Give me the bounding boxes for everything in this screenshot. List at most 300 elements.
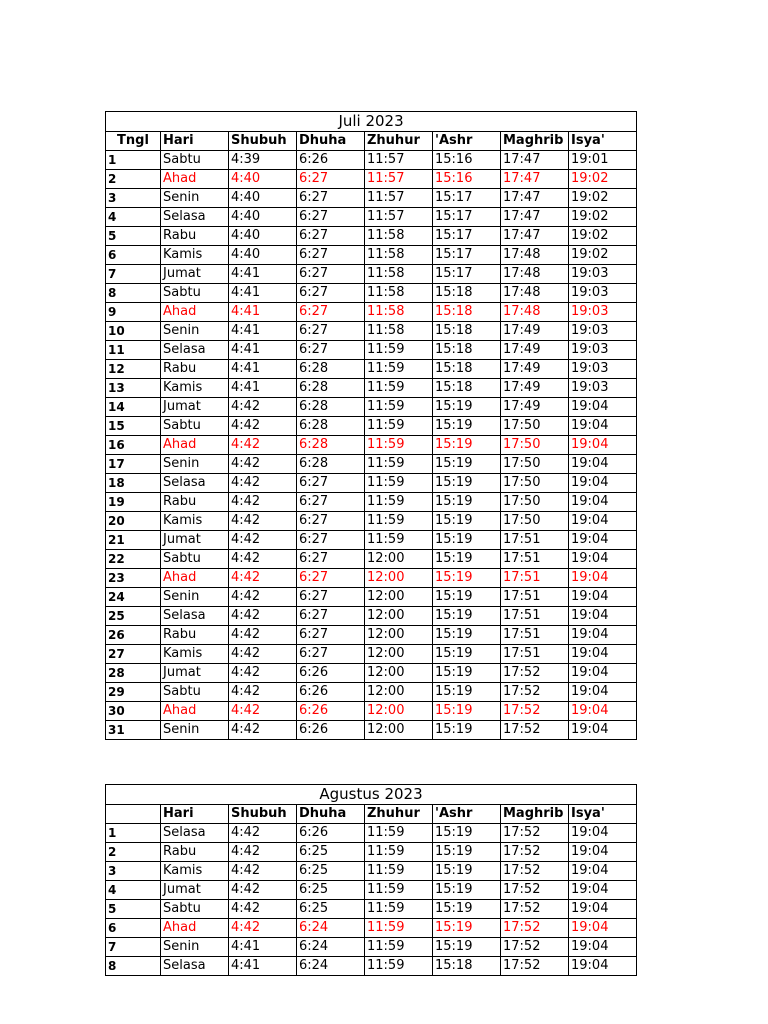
- cell-isya: 19:04: [569, 900, 637, 919]
- table-row: [106, 303, 637, 322]
- cell-shubuh: 4:42: [229, 436, 297, 455]
- cell-dhuha: 6:27: [297, 189, 365, 208]
- table-row: [106, 170, 637, 189]
- cell-tanggal: 27: [106, 645, 161, 664]
- table-row: [106, 664, 637, 683]
- cell-hari: Rabu: [161, 626, 229, 645]
- cell-zhuhur: 11:59: [365, 957, 433, 976]
- cell-ashr: 15:19: [433, 436, 501, 455]
- table-row: [106, 919, 637, 938]
- cell-maghrib: 17:52: [501, 683, 569, 702]
- table-row: [106, 881, 637, 900]
- cell-dhuha: 6:27: [297, 265, 365, 284]
- cell-maghrib: 17:51: [501, 626, 569, 645]
- cell-maghrib: 17:50: [501, 474, 569, 493]
- cell-maghrib: 17:49: [501, 379, 569, 398]
- cell-zhuhur: 11:59: [365, 881, 433, 900]
- cell-isya: 19:04: [569, 843, 637, 862]
- cell-hari: Kamis: [161, 512, 229, 531]
- cell-tanggal: 22: [106, 550, 161, 569]
- cell-shubuh: 4:42: [229, 398, 297, 417]
- header-row: [106, 132, 637, 151]
- cell-hari: Rabu: [161, 360, 229, 379]
- cell-maghrib: 17:49: [501, 360, 569, 379]
- cell-tanggal: 25: [106, 607, 161, 626]
- header-isya: Isya': [569, 805, 637, 824]
- cell-isya: 19:04: [569, 417, 637, 436]
- table-row: [106, 824, 637, 843]
- header-dhuha: Dhuha: [297, 132, 365, 151]
- cell-isya: 19:04: [569, 493, 637, 512]
- cell-shubuh: 4:42: [229, 702, 297, 721]
- cell-shubuh: 4:41: [229, 322, 297, 341]
- cell-isya: 19:04: [569, 957, 637, 976]
- cell-zhuhur: 11:58: [365, 246, 433, 265]
- table-row: [106, 417, 637, 436]
- cell-tanggal: 14: [106, 398, 161, 417]
- cell-shubuh: 4:40: [229, 189, 297, 208]
- table-row: [106, 588, 637, 607]
- month-title: Juli 2023: [106, 112, 637, 132]
- cell-tanggal: 6: [106, 246, 161, 265]
- cell-ashr: 15:19: [433, 938, 501, 957]
- cell-zhuhur: 11:59: [365, 360, 433, 379]
- table-row: [106, 493, 637, 512]
- cell-shubuh: 4:41: [229, 303, 297, 322]
- cell-ashr: 15:19: [433, 702, 501, 721]
- cell-zhuhur: 11:58: [365, 227, 433, 246]
- cell-shubuh: 4:39: [229, 151, 297, 170]
- header-zhuhur: Zhuhur: [365, 132, 433, 151]
- cell-maghrib: 17:52: [501, 900, 569, 919]
- cell-dhuha: 6:26: [297, 721, 365, 740]
- cell-shubuh: 4:42: [229, 493, 297, 512]
- cell-maghrib: 17:52: [501, 938, 569, 957]
- cell-shubuh: 4:42: [229, 626, 297, 645]
- cell-isya: 19:04: [569, 531, 637, 550]
- cell-maghrib: 17:50: [501, 417, 569, 436]
- cell-zhuhur: 11:59: [365, 417, 433, 436]
- cell-isya: 19:02: [569, 189, 637, 208]
- cell-isya: 19:01: [569, 151, 637, 170]
- cell-shubuh: 4:42: [229, 843, 297, 862]
- cell-ashr: 15:18: [433, 322, 501, 341]
- cell-hari: Ahad: [161, 919, 229, 938]
- cell-hari: Sabtu: [161, 151, 229, 170]
- cell-ashr: 15:19: [433, 881, 501, 900]
- cell-zhuhur: 11:59: [365, 341, 433, 360]
- cell-dhuha: 6:28: [297, 417, 365, 436]
- cell-dhuha: 6:27: [297, 284, 365, 303]
- cell-zhuhur: 11:58: [365, 284, 433, 303]
- cell-tanggal: 12: [106, 360, 161, 379]
- cell-shubuh: 4:40: [229, 246, 297, 265]
- cell-zhuhur: 11:59: [365, 919, 433, 938]
- table-row: [106, 246, 637, 265]
- cell-dhuha: 6:25: [297, 900, 365, 919]
- cell-zhuhur: 12:00: [365, 550, 433, 569]
- cell-ashr: 15:18: [433, 341, 501, 360]
- cell-isya: 19:04: [569, 683, 637, 702]
- cell-tanggal: 16: [106, 436, 161, 455]
- cell-isya: 19:04: [569, 474, 637, 493]
- cell-zhuhur: 11:58: [365, 322, 433, 341]
- cell-hari: Selasa: [161, 824, 229, 843]
- cell-dhuha: 6:24: [297, 957, 365, 976]
- cell-dhuha: 6:25: [297, 843, 365, 862]
- cell-zhuhur: 12:00: [365, 607, 433, 626]
- table-row: [106, 227, 637, 246]
- cell-isya: 19:03: [569, 360, 637, 379]
- cell-tanggal: 17: [106, 455, 161, 474]
- cell-zhuhur: 11:59: [365, 379, 433, 398]
- cell-tanggal: 28: [106, 664, 161, 683]
- cell-zhuhur: 12:00: [365, 569, 433, 588]
- cell-maghrib: 17:52: [501, 664, 569, 683]
- table-row: [106, 721, 637, 740]
- header-shubuh: Shubuh: [229, 805, 297, 824]
- cell-tanggal: 18: [106, 474, 161, 493]
- cell-dhuha: 6:27: [297, 322, 365, 341]
- cell-hari: Ahad: [161, 436, 229, 455]
- cell-hari: Jumat: [161, 881, 229, 900]
- cell-shubuh: 4:42: [229, 645, 297, 664]
- cell-isya: 19:04: [569, 588, 637, 607]
- cell-dhuha: 6:27: [297, 493, 365, 512]
- cell-shubuh: 4:42: [229, 455, 297, 474]
- header-maghrib: Maghrib: [501, 805, 569, 824]
- cell-ashr: 15:19: [433, 824, 501, 843]
- cell-ashr: 15:18: [433, 360, 501, 379]
- cell-shubuh: 4:42: [229, 824, 297, 843]
- cell-dhuha: 6:25: [297, 881, 365, 900]
- cell-isya: 19:04: [569, 455, 637, 474]
- cell-shubuh: 4:40: [229, 227, 297, 246]
- cell-hari: Selasa: [161, 208, 229, 227]
- cell-ashr: 15:18: [433, 284, 501, 303]
- cell-dhuha: 6:28: [297, 379, 365, 398]
- cell-ashr: 15:18: [433, 303, 501, 322]
- cell-isya: 19:04: [569, 702, 637, 721]
- cell-hari: Rabu: [161, 843, 229, 862]
- cell-zhuhur: 11:59: [365, 398, 433, 417]
- cell-isya: 19:04: [569, 824, 637, 843]
- cell-zhuhur: 11:59: [365, 843, 433, 862]
- cell-isya: 19:04: [569, 881, 637, 900]
- table-row: [106, 683, 637, 702]
- table-row: [106, 862, 637, 881]
- table-row: [106, 569, 637, 588]
- cell-ashr: 15:18: [433, 379, 501, 398]
- cell-ashr: 15:19: [433, 900, 501, 919]
- table-row: [106, 957, 637, 976]
- cell-dhuha: 6:24: [297, 938, 365, 957]
- cell-hari: Ahad: [161, 702, 229, 721]
- cell-shubuh: 4:42: [229, 664, 297, 683]
- cell-tanggal: 11: [106, 341, 161, 360]
- cell-dhuha: 6:27: [297, 170, 365, 189]
- cell-hari: Sabtu: [161, 550, 229, 569]
- cell-tanggal: 5: [106, 900, 161, 919]
- cell-maghrib: 17:51: [501, 550, 569, 569]
- cell-shubuh: 4:41: [229, 938, 297, 957]
- cell-shubuh: 4:41: [229, 341, 297, 360]
- cell-maghrib: 17:48: [501, 246, 569, 265]
- cell-hari: Sabtu: [161, 284, 229, 303]
- cell-isya: 19:03: [569, 265, 637, 284]
- cell-ashr: 15:19: [433, 588, 501, 607]
- cell-tanggal: 20: [106, 512, 161, 531]
- cell-hari: Kamis: [161, 862, 229, 881]
- cell-shubuh: 4:42: [229, 683, 297, 702]
- cell-shubuh: 4:42: [229, 417, 297, 436]
- cell-ashr: 15:19: [433, 531, 501, 550]
- table-row: [106, 531, 637, 550]
- cell-dhuha: 6:27: [297, 246, 365, 265]
- cell-maghrib: 17:47: [501, 189, 569, 208]
- cell-zhuhur: 11:58: [365, 265, 433, 284]
- table-row: [106, 322, 637, 341]
- cell-ashr: 15:19: [433, 550, 501, 569]
- cell-shubuh: 4:41: [229, 379, 297, 398]
- cell-ashr: 15:19: [433, 645, 501, 664]
- header-ashr: 'Ashr: [433, 805, 501, 824]
- cell-maghrib: 17:50: [501, 493, 569, 512]
- cell-isya: 19:04: [569, 626, 637, 645]
- cell-isya: 19:02: [569, 170, 637, 189]
- cell-shubuh: 4:42: [229, 607, 297, 626]
- cell-zhuhur: 11:59: [365, 474, 433, 493]
- table-row: [106, 379, 637, 398]
- cell-shubuh: 4:42: [229, 900, 297, 919]
- cell-ashr: 15:17: [433, 189, 501, 208]
- cell-shubuh: 4:42: [229, 862, 297, 881]
- cell-hari: Ahad: [161, 170, 229, 189]
- cell-hari: Senin: [161, 322, 229, 341]
- table-row: [106, 208, 637, 227]
- cell-maghrib: 17:52: [501, 702, 569, 721]
- header-tngl-empty: [106, 805, 161, 824]
- table-row: [106, 360, 637, 379]
- cell-maghrib: 17:49: [501, 341, 569, 360]
- cell-maghrib: 17:52: [501, 919, 569, 938]
- cell-isya: 19:04: [569, 512, 637, 531]
- cell-zhuhur: 12:00: [365, 683, 433, 702]
- cell-dhuha: 6:27: [297, 474, 365, 493]
- cell-hari: Ahad: [161, 303, 229, 322]
- cell-maghrib: 17:49: [501, 398, 569, 417]
- cell-shubuh: 4:40: [229, 208, 297, 227]
- cell-hari: Senin: [161, 189, 229, 208]
- cell-hari: Senin: [161, 588, 229, 607]
- cell-maghrib: 17:51: [501, 569, 569, 588]
- header-dhuha: Dhuha: [297, 805, 365, 824]
- cell-zhuhur: 11:59: [365, 493, 433, 512]
- header-hari: Hari: [161, 805, 229, 824]
- cell-tanggal: 4: [106, 881, 161, 900]
- cell-ashr: 15:19: [433, 664, 501, 683]
- cell-tanggal: 7: [106, 938, 161, 957]
- cell-maghrib: 17:52: [501, 824, 569, 843]
- cell-hari: Rabu: [161, 227, 229, 246]
- cell-ashr: 15:19: [433, 843, 501, 862]
- cell-shubuh: 4:41: [229, 360, 297, 379]
- cell-maghrib: 17:50: [501, 512, 569, 531]
- cell-ashr: 15:16: [433, 151, 501, 170]
- cell-hari: Selasa: [161, 341, 229, 360]
- cell-ashr: 15:17: [433, 265, 501, 284]
- cell-zhuhur: 11:57: [365, 208, 433, 227]
- table-row: [106, 843, 637, 862]
- cell-isya: 19:04: [569, 938, 637, 957]
- cell-tanggal: 8: [106, 284, 161, 303]
- cell-dhuha: 6:28: [297, 360, 365, 379]
- header-tngl: Tngl: [106, 132, 161, 151]
- cell-tanggal: 4: [106, 208, 161, 227]
- cell-zhuhur: 12:00: [365, 721, 433, 740]
- cell-hari: Selasa: [161, 474, 229, 493]
- table-row: [106, 512, 637, 531]
- cell-maghrib: 17:48: [501, 303, 569, 322]
- table-row: [106, 341, 637, 360]
- cell-zhuhur: 11:59: [365, 938, 433, 957]
- cell-dhuha: 6:26: [297, 824, 365, 843]
- cell-tanggal: 23: [106, 569, 161, 588]
- cell-zhuhur: 12:00: [365, 645, 433, 664]
- cell-hari: Jumat: [161, 531, 229, 550]
- cell-hari: Sabtu: [161, 683, 229, 702]
- cell-hari: Sabtu: [161, 417, 229, 436]
- cell-hari: Rabu: [161, 493, 229, 512]
- cell-isya: 19:04: [569, 550, 637, 569]
- cell-tanggal: 3: [106, 189, 161, 208]
- cell-zhuhur: 12:00: [365, 626, 433, 645]
- cell-maghrib: 17:52: [501, 721, 569, 740]
- cell-tanggal: 8: [106, 957, 161, 976]
- cell-dhuha: 6:27: [297, 588, 365, 607]
- header-shubuh: Shubuh: [229, 132, 297, 151]
- cell-maghrib: 17:47: [501, 151, 569, 170]
- cell-zhuhur: 11:59: [365, 862, 433, 881]
- cell-ashr: 15:17: [433, 208, 501, 227]
- cell-tanggal: 2: [106, 170, 161, 189]
- header-maghrib: Maghrib: [501, 132, 569, 151]
- cell-ashr: 15:19: [433, 474, 501, 493]
- cell-shubuh: 4:41: [229, 284, 297, 303]
- cell-tanggal: 30: [106, 702, 161, 721]
- cell-tanggal: 24: [106, 588, 161, 607]
- cell-tanggal: 6: [106, 919, 161, 938]
- cell-ashr: 15:18: [433, 957, 501, 976]
- cell-hari: Kamis: [161, 645, 229, 664]
- cell-isya: 19:04: [569, 862, 637, 881]
- cell-hari: Kamis: [161, 379, 229, 398]
- cell-isya: 19:03: [569, 379, 637, 398]
- table-row: [106, 626, 637, 645]
- cell-isya: 19:04: [569, 721, 637, 740]
- cell-tanggal: 3: [106, 862, 161, 881]
- cell-dhuha: 6:28: [297, 436, 365, 455]
- cell-zhuhur: 11:59: [365, 512, 433, 531]
- cell-ashr: 15:19: [433, 607, 501, 626]
- cell-ashr: 15:19: [433, 919, 501, 938]
- cell-zhuhur: 11:57: [365, 189, 433, 208]
- cell-maghrib: 17:51: [501, 588, 569, 607]
- cell-shubuh: 4:42: [229, 919, 297, 938]
- cell-hari: Selasa: [161, 607, 229, 626]
- cell-ashr: 15:19: [433, 862, 501, 881]
- cell-maghrib: 17:48: [501, 265, 569, 284]
- cell-maghrib: 17:47: [501, 227, 569, 246]
- cell-isya: 19:04: [569, 398, 637, 417]
- cell-maghrib: 17:50: [501, 455, 569, 474]
- cell-isya: 19:04: [569, 645, 637, 664]
- cell-tanggal: 26: [106, 626, 161, 645]
- cell-maghrib: 17:47: [501, 170, 569, 189]
- cell-shubuh: 4:42: [229, 569, 297, 588]
- cell-maghrib: 17:52: [501, 862, 569, 881]
- cell-dhuha: 6:26: [297, 664, 365, 683]
- cell-ashr: 15:17: [433, 227, 501, 246]
- header-ashr: 'Ashr: [433, 132, 501, 151]
- cell-isya: 19:02: [569, 208, 637, 227]
- table-row: [106, 151, 637, 170]
- cell-shubuh: 4:41: [229, 957, 297, 976]
- table-row: [106, 265, 637, 284]
- table-row: [106, 550, 637, 569]
- cell-shubuh: 4:42: [229, 512, 297, 531]
- cell-tanggal: 15: [106, 417, 161, 436]
- cell-isya: 19:04: [569, 919, 637, 938]
- cell-isya: 19:03: [569, 284, 637, 303]
- month-title: Agustus 2023: [106, 785, 637, 805]
- cell-ashr: 15:17: [433, 246, 501, 265]
- cell-tanggal: 29: [106, 683, 161, 702]
- table-row: [106, 398, 637, 417]
- header-hari: Hari: [161, 132, 229, 151]
- table-row: [106, 284, 637, 303]
- cell-tanggal: 1: [106, 151, 161, 170]
- cell-isya: 19:04: [569, 664, 637, 683]
- cell-dhuha: 6:27: [297, 626, 365, 645]
- cell-maghrib: 17:49: [501, 322, 569, 341]
- cell-tanggal: 13: [106, 379, 161, 398]
- cell-maghrib: 17:48: [501, 284, 569, 303]
- cell-dhuha: 6:26: [297, 683, 365, 702]
- cell-hari: Senin: [161, 721, 229, 740]
- table-row: [106, 900, 637, 919]
- cell-hari: Jumat: [161, 398, 229, 417]
- cell-tanggal: 31: [106, 721, 161, 740]
- cell-zhuhur: 12:00: [365, 702, 433, 721]
- cell-isya: 19:02: [569, 246, 637, 265]
- cell-maghrib: 17:52: [501, 843, 569, 862]
- cell-dhuha: 6:24: [297, 919, 365, 938]
- cell-shubuh: 4:40: [229, 170, 297, 189]
- cell-dhuha: 6:27: [297, 208, 365, 227]
- cell-zhuhur: 11:59: [365, 436, 433, 455]
- cell-ashr: 15:19: [433, 626, 501, 645]
- cell-dhuha: 6:27: [297, 531, 365, 550]
- cell-zhuhur: 12:00: [365, 588, 433, 607]
- header-isya: Isya': [569, 132, 637, 151]
- cell-isya: 19:03: [569, 341, 637, 360]
- cell-tanggal: 10: [106, 322, 161, 341]
- cell-hari: Jumat: [161, 265, 229, 284]
- cell-shubuh: 4:42: [229, 531, 297, 550]
- table-row: [106, 645, 637, 664]
- cell-zhuhur: 11:59: [365, 531, 433, 550]
